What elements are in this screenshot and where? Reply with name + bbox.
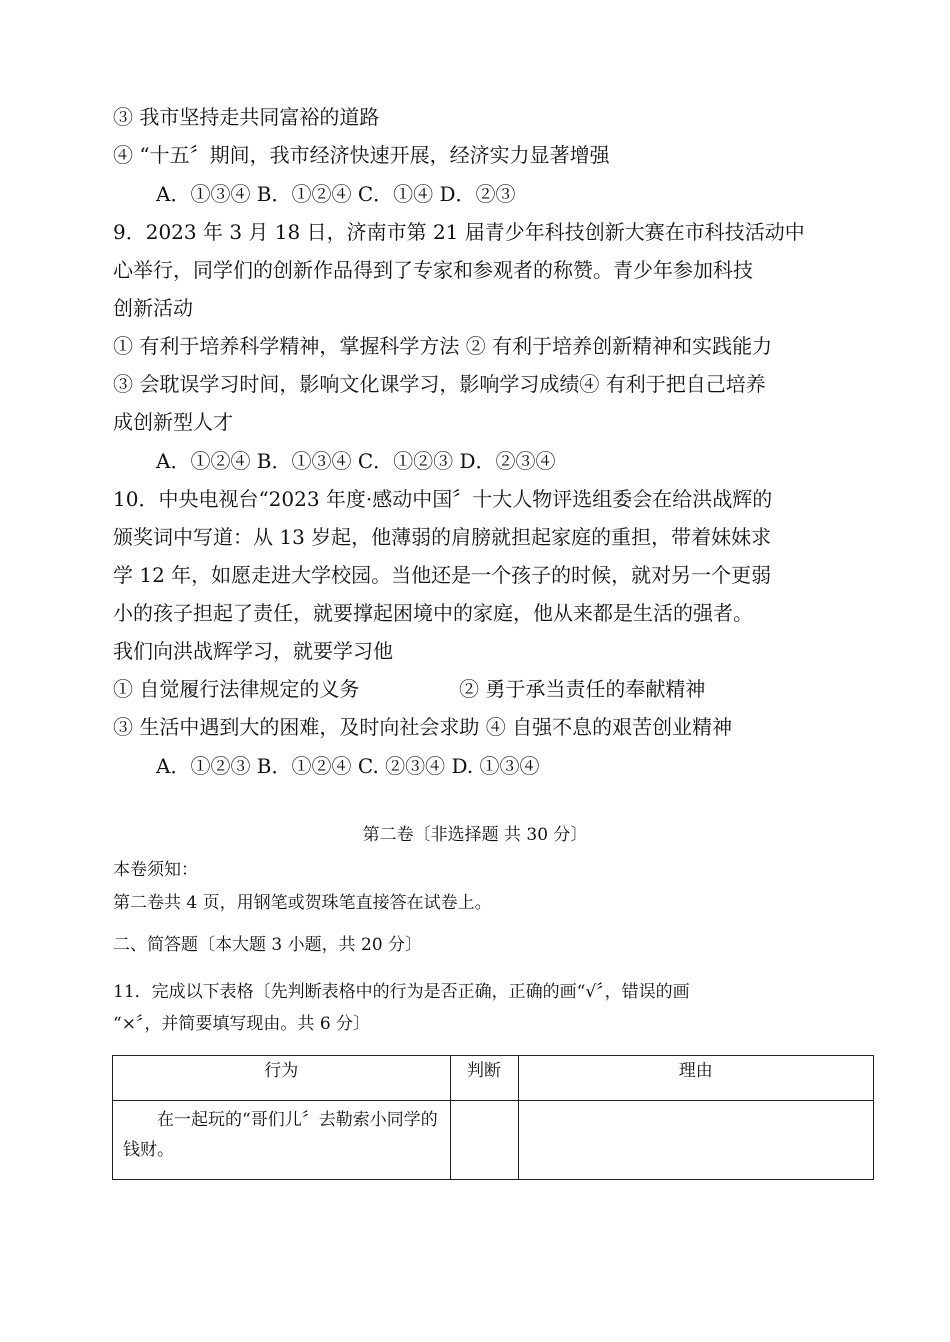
- behavior-cell: 在一起玩的“哥们儿〞去勒索小同学的钱财。: [113, 1101, 451, 1180]
- table-row: [113, 1101, 874, 1180]
- q8-item-3: ③ 我市坚持走共同富裕的道路: [113, 105, 380, 129]
- q10-stem-line-5: 我们向洪战辉学习，就要学习他: [113, 639, 393, 663]
- q10-item-1: ① 自觉履行法律规定的义务: [113, 677, 360, 701]
- q8-item-4: ④ “十五〞期间，我市经济快速开展，经济实力显著增强: [113, 143, 610, 167]
- q10-item-2: ② 勇于承当责任的奉献精神: [459, 677, 706, 701]
- notice-label: 本卷须知：: [113, 860, 198, 880]
- q10-stem-line-2: 颁奖词中写道：从 13 岁起，他薄弱的肩膀就担起家庭的重担，带着妹妹求: [113, 525, 772, 549]
- q11-stem-line-2: “×〞，并简要填写现由。共 6 分〕: [113, 1014, 371, 1034]
- part2-title: 第二卷〔非选择题 共 30 分〕: [362, 825, 588, 845]
- header-behavior: 行为: [113, 1056, 451, 1101]
- q9-stem-line-1: 9．2023 年 3 月 18 日，济南市第 21 届青少年科技创新大赛在市科技活动中: [113, 220, 805, 244]
- q10-stem-line-4: 小的孩子担起了责任，就要撑起困境中的家庭，他从来都是生活的强者。: [113, 601, 753, 625]
- notice-text: 第二卷共 4 页，用钢笔或贺珠笔直接答在试卷上。: [113, 893, 492, 913]
- q10-options: A．①②③ B．①②④ C. ②③④ D. ①③④: [156, 754, 540, 778]
- header-judgment: 判断: [450, 1056, 518, 1101]
- q9-items-line-1: ① 有利于培养科学精神，掌握科学方法 ② 有利于培养创新精神和实践能力: [113, 334, 773, 358]
- q11-stem-line-1: 11．完成以下表格〔先判断表格中的行为是否正确，正确的画“√〞，错误的画: [113, 982, 690, 1002]
- judgment-cell[interactable]: [450, 1101, 518, 1180]
- q9-stem-line-2: 心举行，同学们的创新作品得到了专家和参观者的称赞。青少年参加科技: [113, 258, 753, 282]
- q10-stem-line-3: 学 12 年，如愿走进大学校园。当他还是一个孩子的时候，就对另一个更弱: [113, 563, 772, 587]
- q9-stem-line-3: 创新活动: [113, 296, 193, 320]
- section-heading: 二、简答题〔本大题 3 小题，共 20 分〕: [113, 935, 423, 955]
- q9-items-line-2: ③ 会耽误学习时间，影响文化课学习，影响学习成绩④ 有利于把自己培养: [113, 372, 766, 396]
- table-header-row: [113, 1056, 874, 1101]
- q9-items-line-3: 成创新型人才: [113, 410, 233, 434]
- q8-options: A．①③④ B．①②④ C．①④ D．②③: [156, 182, 516, 206]
- answer-table: [112, 1055, 874, 1180]
- reason-cell[interactable]: [518, 1101, 874, 1180]
- header-reason: 理由: [518, 1056, 874, 1101]
- q10-stem-line-1: 10．中央电视台“2023 年度·感动中国〞十大人物评选组委会在给洪战辉的: [113, 487, 773, 511]
- q10-items-line-2: ③ 生活中遇到大的困难，及时向社会求助 ④ 自强不息的艰苦创业精神: [113, 715, 733, 739]
- q9-options: A．①②④ B．①③④ C．①②③ D．②③④: [156, 449, 556, 473]
